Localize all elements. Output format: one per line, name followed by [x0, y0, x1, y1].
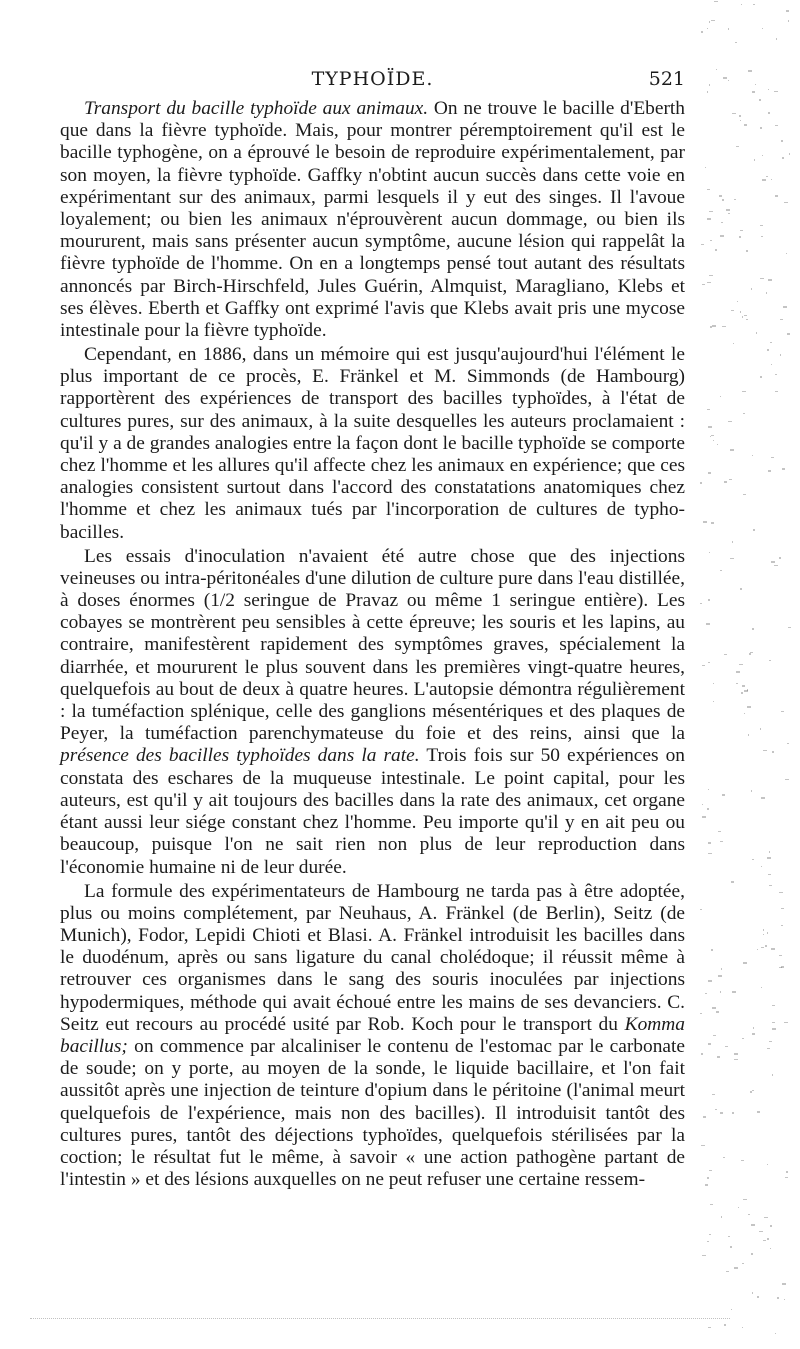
italic-text-run: Transport du bacille typhoïde aux animaux.: [84, 98, 429, 119]
text-run: On ne trouve le bacille d'Eberth que dans la fièvre typhoïde. Mais, pour montrer péremptoirement qu'il est le bacille typhogène, on a éprouvé le besoin de reproduire expérimentalement, par son moyen, la fièvre typhoïde. Gaffky n'obtint aucun succès dans cette voie en expérimentant sur des animaux, parmi lesquels il y eut des singes. Il l'avoue loyalement; ou bien les animaux n'éprouvèrent aucun dommage, ou bien ils moururent, mais sans présenter aucun symptôme, aucune lésion qui rappelât la fièvre typhoïde de l'homme. On en a longtemps pensé tout autant des résultats annoncés par Birch-Hirschfeld, Jules Guérin, Almquist, Maragliano, Klebs et ses élèves. Eberth et Gaffky ont exprimé l'avis que Klebs avait pris une mycose intestinale pour la fièvre typhoïde.: [60, 98, 685, 342]
text-run: on commence par alcaliniser le contenu de l'estomac par le carbonate de soude; on y porte, au moyen de la sonde, le liquide bacillaire, et l'on fait aussitôt après une injection de teinture d'opium dans le péritoine (l'animal meurt quelquefois de l'expérience, mais non des bacilles). Il introduisit tantôt des cultures pures, tantôt des déjections typhoïdes, quelquefois stérilisées par la coction; le résultat fut le même, à savoir « une action pathogène partant de l'intestin » et des lésions auxquelles on ne peut refuser une certaine ressem-: [60, 1035, 685, 1191]
running-title: TYPHOÏDE.: [311, 68, 434, 90]
italic-text-run: présence des bacilles typhoïdes dans la rate.: [60, 745, 420, 767]
italic-text-run: Komma bacillus;: [60, 1013, 685, 1057]
paragraph: [60, 546, 685, 879]
body-text: [60, 98, 685, 1193]
scan-edge-artifact: [30, 1318, 730, 1321]
scan-margin-noise: [700, 0, 800, 1349]
paragraph: [60, 344, 685, 544]
paragraph: [60, 98, 685, 342]
text-run: Cependant, en 1886, dans un mémoire qui est jusqu'aujourd'hui l'élément le plus important de ce procès, E. Fränkel et M. Simmonds (de Hambourg) rapportèrent des expériences de transport des bacilles typhoïdes, à l'état de cultures pures, sur des animaux, à la suite desquelles les auteurs proclamaient : qu'il y a de grandes analogies entre la façon dont le bacille typhoïde se comporte chez l'homme et les allures qu'il affecte chez les animaux en expérience; que ces analogies consistent surtout dans l'accord des constatations anatomiques chez l'homme et chez les animaux tués par l'incorporation de cultures de typho-bacilles.: [60, 344, 685, 543]
text-run: Les essais d'inoculation n'avaient été autre chose que des injections veineuses ou intra-péritonéales d'une dilution de culture pure dans l'eau distillée, à doses énormes (1/2 seringue de Pravaz ou même 1 seringue entière). Les cobayes se montrèrent peu sensibles à cette épreuve; les souris et les lapins, au contraire, manifestèrent rapidement des symptômes graves, spécialement la diarrhée, et moururent le plus souvent dans les premières vingt-quatre heures, quelquefois au bout de deux à quatre heures. L'autopsie démontra régulièrement : la tuméfaction splénique, celle des ganglions mésentériques et des plaques de Peyer, la tuméfaction parenchymateuse du foie et des reins, ainsi que la: [60, 545, 685, 745]
text-run: La formule des expérimentateurs de Hambourg ne tarda pas à être adoptée, plus ou moins complétement, par Neuhaus, A. Fränkel (de Berlin), Seitz (de Munich), Fodor, Lepidi Chioti et Blasi. A. Fränkel introduisit les bacilles dans le duodénum, après ou sans ligature du canal cholédoque; il réussit même à retrouver ces organismes dans le sang des souris inoculées par injections hypodermiques, méthode qui avait échoué entre les mains de ses devanciers. C. Seitz eut recours au procédé usité par Rob. Koch pour le transport du: [60, 880, 685, 1035]
page-number: 521: [648, 68, 685, 90]
page-header: [60, 68, 685, 94]
paragraph: [60, 881, 685, 1192]
text-run: Trois fois sur 50 expériences on constata des eschares de la muqueuse intestinale. Le point capital, pour les auteurs, est qu'il y ait toujours des bacilles dans la rate des animaux, cet organe étant aussi leur siége constant chez l'homme. Peu importe qu'il y en ait peu ou beaucoup, puisque l'on ne sait rien non plus de leur reproduction dans l'économie humaine ni de leur durée.: [60, 745, 685, 878]
